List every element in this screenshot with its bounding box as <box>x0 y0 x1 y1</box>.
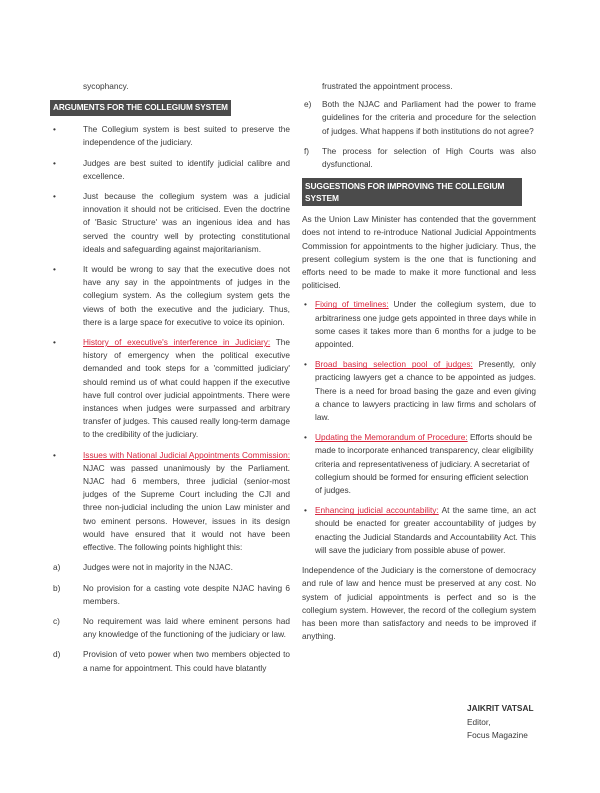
conclusion-paragraph: Independence of the Judiciary is the cornerstone of democracy and rule of law and hence must be preserved at any cost. No system of judicial appointments is perfect and so is the collegium system. However, the record of the collegium system has been more than satisfactory and needs to be improved if anything. <box>302 565 536 642</box>
list-marker: f) <box>304 145 310 156</box>
arguments-list <box>50 123 290 554</box>
list-item: b) No provision for a casting vote despite NJAC having 6 members. <box>53 582 290 606</box>
list-item: • Issues with National Judicial Appointments Commission: NJAC was passed unanimously by the Parliament. NJAC had 6 members, three judicial (senior-most judges of the Supreme Court including the CJI and three non-judicial including the union Law minister and two eminent persons. However, issues in its design would have ensured that it would not have been effective. The following points highlight this: <box>53 449 290 553</box>
bullet-icon: • <box>53 449 56 460</box>
list-marker: e) <box>304 99 312 110</box>
list-marker: c) <box>53 615 60 626</box>
njac-issues-list <box>50 561 290 674</box>
lead-phrase: Issues with National Judicial Appointments Commission: <box>83 449 290 460</box>
list-item: • Just because the collegium system was a judicial innovation it should not be criticised. Even the doctrine of 'Basic Structure' was an ingenious idea and has served the country well by protecting constitutional ideals and safeguarding against majoritarianism. <box>53 191 290 254</box>
list-marker: a) <box>53 562 61 573</box>
right-column <box>302 80 536 649</box>
section-heading-suggestions: SUGGESTIONS FOR IMPROVING THE COLLEGIUM SYSTEM <box>302 178 522 206</box>
author-title: Editor, <box>467 716 491 727</box>
point-continuation: frustrated the appointment process. <box>322 81 453 91</box>
list-item: • Updating the Memorandum of Procedure: Efforts should be made to incorporate enhanced transparency, clear eligibility criteria and representativeness of judiciary. A secretariat of collegium should be formed for ensuring efficient selection of judges. <box>304 432 534 496</box>
lead-phrase: Updating the Memorandum of Procedure: <box>315 432 468 443</box>
lead-phrase: Fixing of timelines: <box>315 299 389 310</box>
bullet-icon: • <box>53 124 56 135</box>
list-item: a) Judges were not in majority in the NJAC. <box>50 561 290 574</box>
bullet-icon: • <box>53 264 56 275</box>
list-marker: d) <box>53 649 61 660</box>
list-item: c) No requirement was laid where eminent persons had any knowledge of the functioning of the judiciary or law. <box>53 615 290 640</box>
section-heading-arguments: ARGUMENTS FOR THE COLLEGIUM SYSTEM <box>50 100 231 116</box>
list-item: • It would be wrong to say that the executive does not have any say in the appointments of judges in the collegium system. As the collegium system gets the views of both the executive and the judiciary. Thus, there is a large space for executive to voice its opinion. <box>53 264 290 327</box>
list-item: • Fixing of timelines: Under the collegium system, due to arbitrariness one judge gets appointed in three days while in some cases it takes more than 6 months for a judge to be appointed. <box>304 299 536 350</box>
njac-issues-list-continued <box>302 98 536 171</box>
list-item: d) Provision of veto power when two members objected to a name for appointment. This could have blatantly <box>53 649 290 673</box>
list-item: e) Both the NJAC and Parliament had the power to frame guidelines for the criteria and procedure for the selection of judges. What happens if both institutions do not agree? <box>304 99 536 136</box>
lead-phrase: Broad basing selection pool of judges: <box>315 359 473 370</box>
bullet-icon: • <box>53 157 56 168</box>
list-item: f) The process for selection of High Courts was also dysfunctional. <box>304 145 536 170</box>
list-item: • Enhancing judicial accountability: At the same time, an act should be enacted for greater accountability of judges by enacting the Judicial Standards and Accountability Act. This will save the judiciary from possible abuse of power. <box>304 505 537 555</box>
bullet-icon: • <box>53 191 56 202</box>
lead-phrase: Enhancing judicial accountability: <box>315 505 439 516</box>
intro-continuation: sycophancy. <box>83 81 129 91</box>
suggestions-list <box>302 298 536 557</box>
suggestions-intro: As the Union Law Minister has contended that the government does not intend to re-introduce National Judicial Appointments Commission for appointments to the higher judiciary. Thus, the present collegium system is the one that is functioning and efforts need to be made to make it more functional and less politicised. <box>302 214 536 291</box>
bullet-icon: • <box>304 505 307 516</box>
author-name: JAIKRIT VATSAL <box>467 703 534 713</box>
bullet-icon: • <box>304 299 307 310</box>
list-item: • Broad basing selection pool of judges: Presently, only practicing lawyers get a chance to be appointed as judges. There is a need for broad basing the gaze and even giving a chance to lawyers practicing in law firms and scholars of law. <box>304 359 536 423</box>
author-signature <box>467 702 534 743</box>
list-item: • Judges are best suited to identify judicial calibre and excellence. <box>53 157 290 181</box>
bullet-icon: • <box>304 432 307 443</box>
list-item: • The Collegium system is best suited to preserve the independence of the judiciary. <box>53 124 290 148</box>
left-column <box>50 80 290 682</box>
lead-phrase: History of executive's interference in Judiciary: <box>83 337 271 348</box>
bullet-icon: • <box>304 359 307 370</box>
bullet-icon: • <box>53 337 56 348</box>
publication-name: Focus Magazine <box>467 730 528 740</box>
list-item: • History of executive's interference in Judiciary: The history of emergency when the political executive demanded and took steps for a 'committed judiciary' should remind us of what could happen if the executive have full control over judicial appointments. There were instances when judges were surpassed and arbitrary transfer of judges. This caused really long-term damage to the credibility of the judiciary. <box>53 337 291 440</box>
list-marker: b) <box>53 582 61 593</box>
